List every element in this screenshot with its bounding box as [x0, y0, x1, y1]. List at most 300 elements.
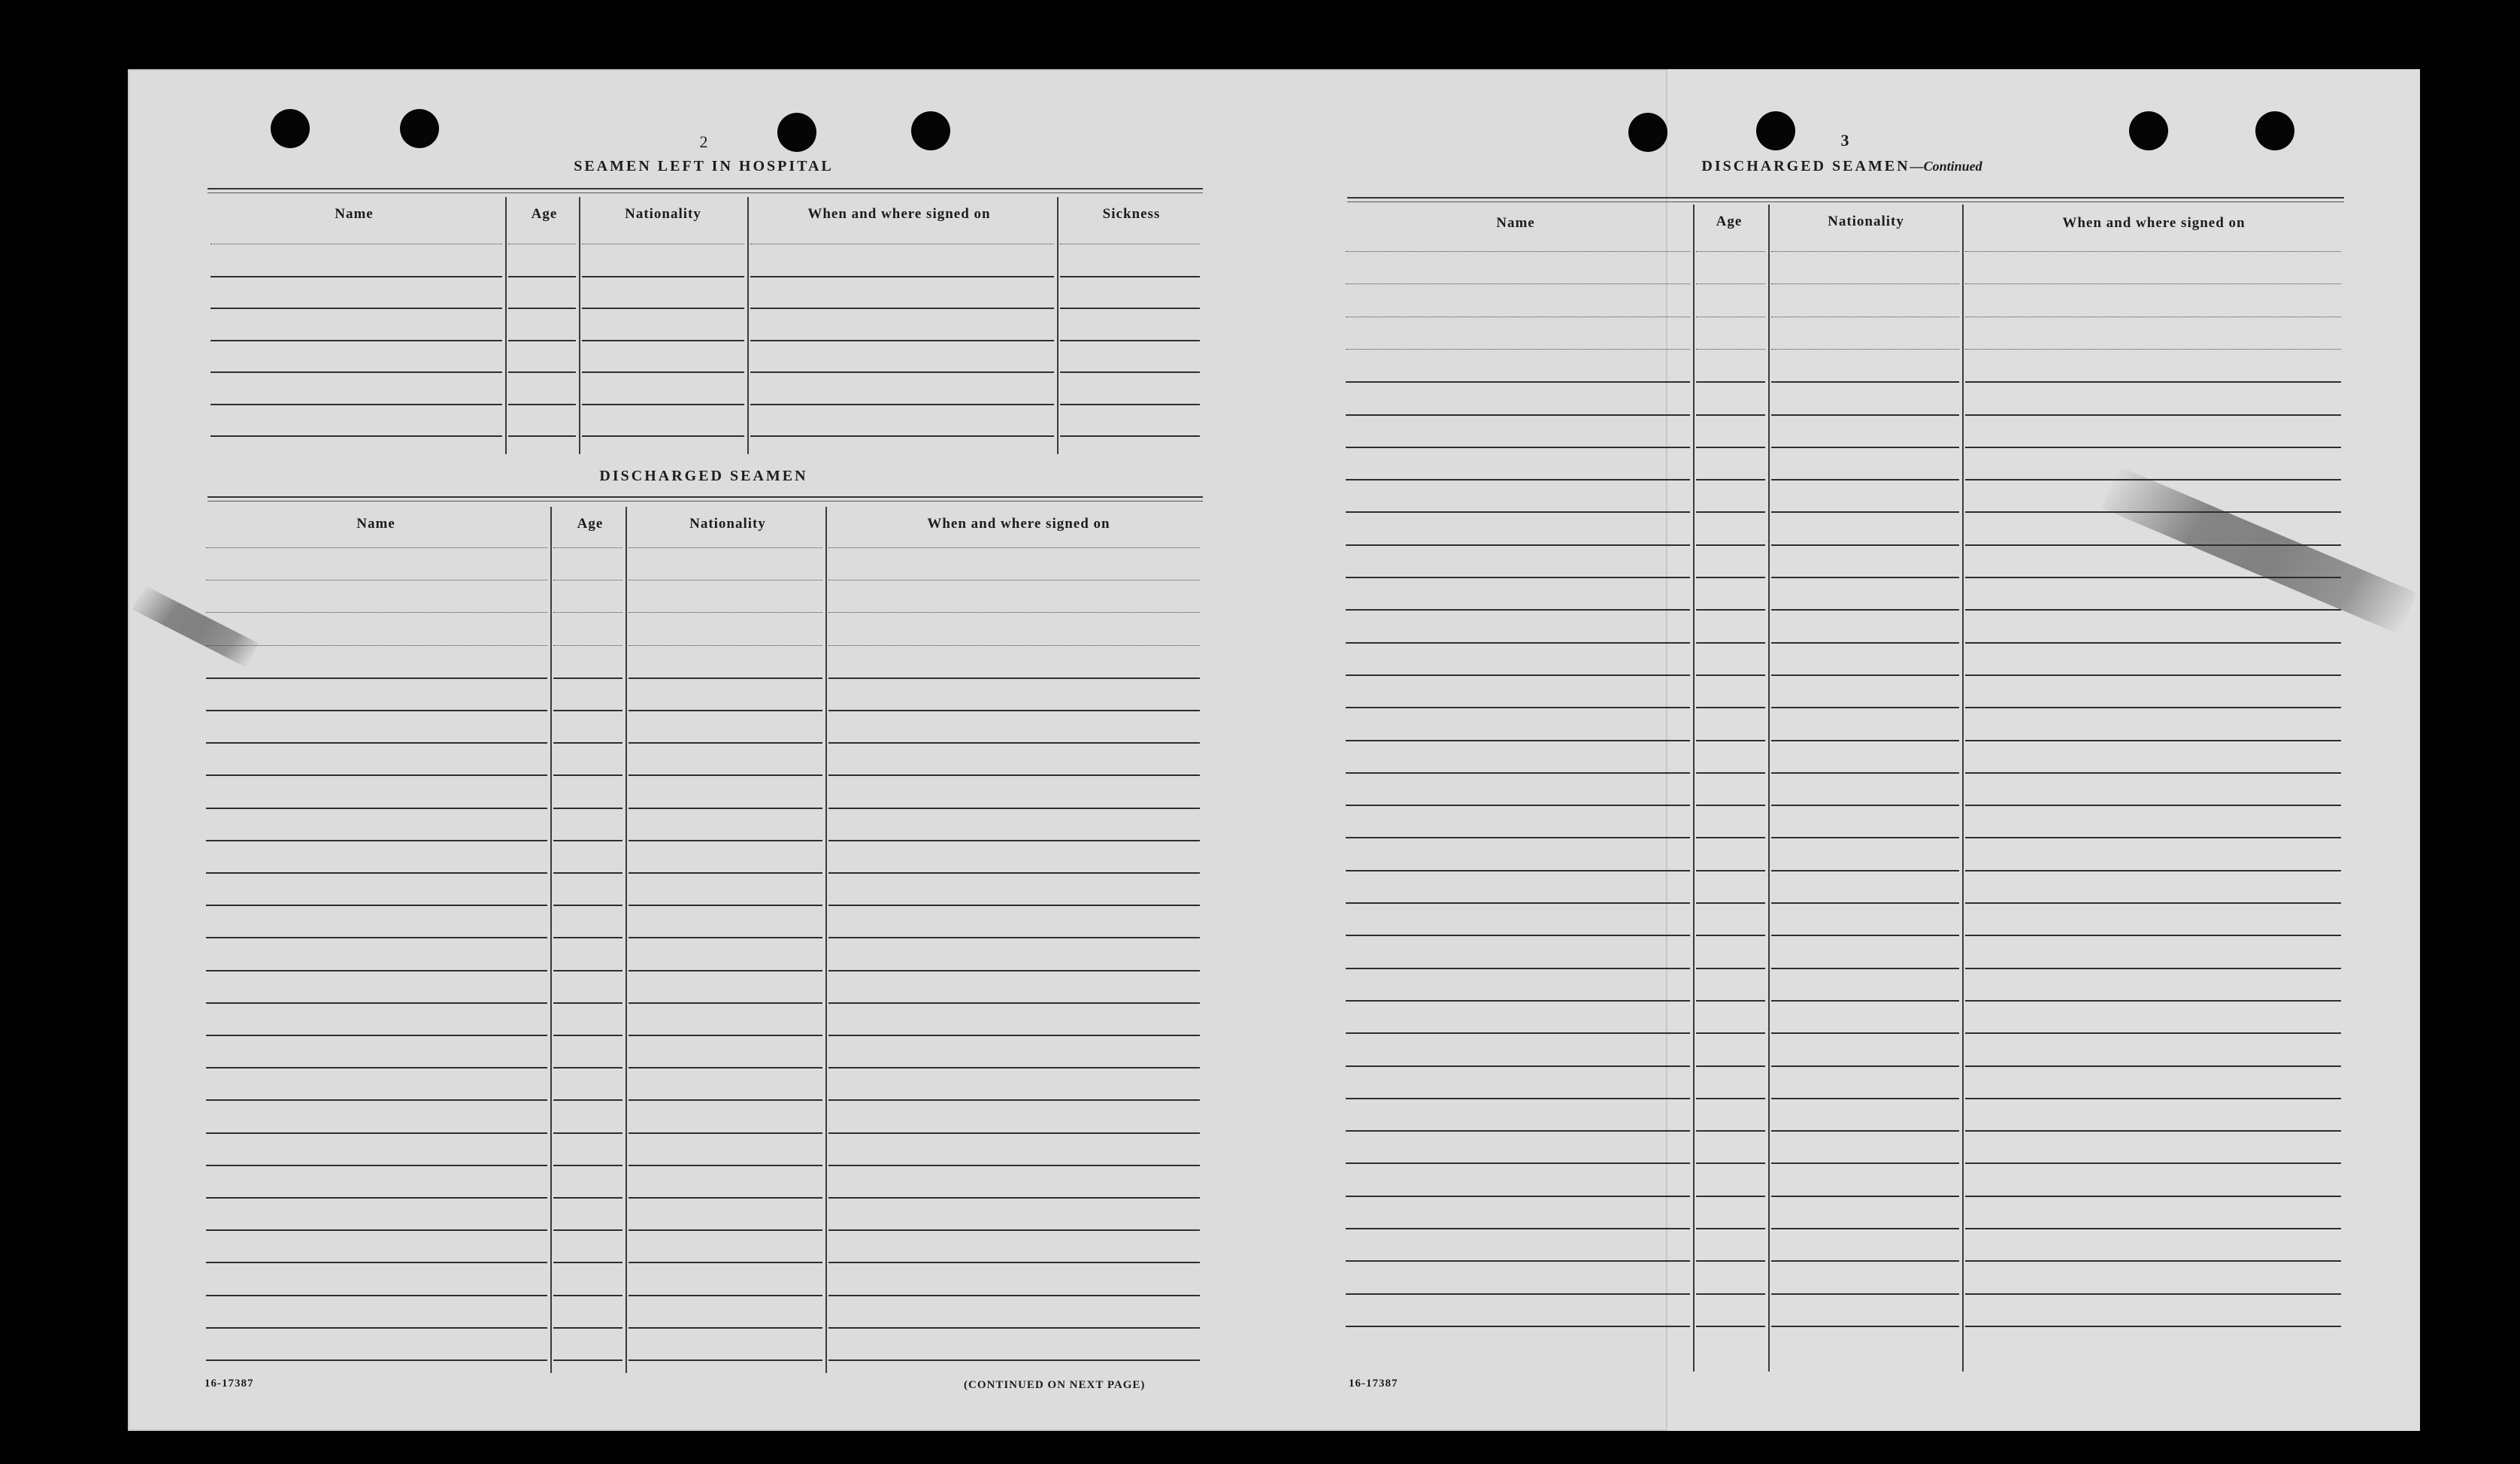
row-rule: [1771, 707, 1959, 708]
row-rule: [1346, 707, 1690, 708]
row-rule: [508, 435, 576, 437]
row-rule: [1696, 1065, 1765, 1067]
row-rule: [1965, 1065, 2341, 1067]
row-rule: [1346, 544, 1690, 546]
row-rule: [1696, 1293, 1765, 1295]
row-rule: [1346, 447, 1690, 448]
binder-hole: [1628, 113, 1667, 152]
row-rule: [206, 1229, 547, 1231]
row-rule: [828, 1229, 1200, 1231]
row-rule: [206, 742, 547, 744]
row-rule: [1696, 740, 1765, 741]
row-rule: [828, 872, 1200, 874]
row-rule: [628, 1359, 822, 1361]
column-header-when-where: When and where signed on: [927, 516, 1110, 532]
row-rule: [1965, 544, 2341, 546]
row-rule: [828, 1262, 1200, 1263]
row-rule: [553, 547, 622, 548]
row-rule: [1346, 935, 1690, 936]
row-rule: [628, 808, 822, 809]
form-number: 16-17387: [204, 1378, 254, 1390]
row-rule: [1965, 479, 2341, 480]
row-rule: [1346, 642, 1690, 644]
row-rule: [1346, 1228, 1690, 1229]
row-rule: [1696, 968, 1765, 969]
row-rule: [1696, 1162, 1765, 1164]
row-rule: [1771, 414, 1959, 416]
row-rule: [1771, 1260, 1959, 1262]
row-rule: [1346, 870, 1690, 871]
row-rule: [553, 1099, 622, 1101]
column-header-nationality: Nationality: [689, 516, 766, 532]
row-rule: [1965, 609, 2341, 611]
row-rule: [1965, 1260, 2341, 1262]
row-rule: [1060, 308, 1200, 309]
column-header-age: Age: [531, 206, 558, 222]
row-rule: [1965, 1032, 2341, 1034]
row-rule: [1965, 349, 2341, 350]
row-rule: [1346, 349, 1690, 350]
row-rule: [206, 1165, 547, 1166]
row-rule: [1771, 1293, 1959, 1295]
row-rule: [828, 1132, 1200, 1134]
row-rule: [1346, 414, 1690, 416]
row-rule: [582, 308, 744, 309]
row-rule: [1771, 381, 1959, 383]
row-rule: [628, 1067, 822, 1068]
row-rule: [1346, 1000, 1690, 1002]
column-divider: [825, 507, 827, 1373]
row-rule: [206, 1359, 547, 1361]
row-rule: [828, 1359, 1200, 1361]
row-rule: [1771, 968, 1959, 969]
row-rule: [206, 1197, 547, 1199]
row-rule: [1771, 902, 1959, 904]
row-rule: [1965, 902, 2341, 904]
row-rule: [1696, 1228, 1765, 1229]
row-rule: [1696, 1032, 1765, 1034]
section-title-text: DISCHARGED SEAMEN: [1701, 158, 1910, 174]
row-rule: [1965, 577, 2341, 578]
row-rule: [508, 371, 576, 373]
row-rule: [628, 742, 822, 744]
row-rule: [628, 1002, 822, 1004]
row-rule: [1771, 1098, 1959, 1099]
row-rule: [1965, 870, 2341, 871]
row-rule: [1696, 544, 1765, 546]
row-rule: [206, 840, 547, 841]
row-rule: [1696, 837, 1765, 838]
row-rule: [1771, 1326, 1959, 1327]
row-rule: [1346, 577, 1690, 578]
row-rule: [1965, 1293, 2341, 1295]
row-rule: [628, 710, 822, 711]
row-rule: [1771, 577, 1959, 578]
row-rule: [1696, 283, 1765, 284]
row-rule: [553, 1067, 622, 1068]
row-rule: [1696, 642, 1765, 644]
row-rule: [1346, 511, 1690, 513]
column-divider: [550, 507, 552, 1373]
row-rule: [553, 1327, 622, 1329]
column-header-nationality: Nationality: [625, 206, 701, 222]
section-title-suffix: —Continued: [1910, 159, 1982, 174]
row-rule: [553, 1035, 622, 1036]
row-rule: [1346, 1196, 1690, 1197]
row-rule: [206, 1132, 547, 1134]
row-rule: [1965, 381, 2341, 383]
row-rule: [553, 808, 622, 809]
row-rule: [1696, 1260, 1765, 1262]
row-rule: [553, 1002, 622, 1004]
row-rule: [206, 1099, 547, 1101]
row-rule: [1346, 1065, 1690, 1067]
row-rule: [1771, 935, 1959, 936]
row-rule: [553, 612, 622, 613]
row-rule: [828, 905, 1200, 906]
row-rule: [628, 612, 822, 613]
row-rule: [206, 612, 547, 613]
row-rule: [1965, 837, 2341, 838]
row-rule: [628, 1229, 822, 1231]
row-rule: [1965, 935, 2341, 936]
row-rule: [1346, 674, 1690, 676]
row-rule: [628, 1132, 822, 1134]
row-rule: [206, 1067, 547, 1068]
row-rule: [1771, 544, 1959, 546]
row-rule: [211, 276, 502, 277]
hospital-table: [207, 197, 1203, 454]
row-rule: [508, 308, 576, 309]
discharged-continued-table: [1343, 205, 2344, 1372]
row-rule: [828, 742, 1200, 744]
row-rule: [828, 710, 1200, 711]
row-rule: [1696, 805, 1765, 806]
row-rule: [1696, 674, 1765, 676]
row-rule: [1965, 968, 2341, 969]
row-rule: [1771, 870, 1959, 871]
row-rule: [1771, 740, 1959, 741]
continued-note: (CONTINUED ON NEXT PAGE): [964, 1379, 1146, 1391]
column-divider: [579, 197, 580, 454]
row-rule: [206, 1327, 547, 1329]
row-rule: [1346, 381, 1690, 383]
table-top-rule: [1347, 197, 2344, 202]
row-rule: [828, 1295, 1200, 1296]
row-rule: [1771, 1000, 1959, 1002]
row-rule: [1965, 740, 2341, 741]
row-rule: [1771, 283, 1959, 284]
row-rule: [1965, 1228, 2341, 1229]
binder-hole: [271, 109, 310, 148]
row-rule: [828, 1327, 1200, 1329]
row-rule: [1965, 1162, 2341, 1164]
row-rule: [1346, 902, 1690, 904]
column-header-nationality: Nationality: [1828, 214, 1904, 229]
row-rule: [1346, 805, 1690, 806]
row-rule: [828, 1035, 1200, 1036]
row-rule: [1060, 340, 1200, 341]
row-rule: [211, 340, 502, 341]
row-rule: [628, 905, 822, 906]
table-top-rule: [207, 188, 1203, 193]
row-rule: [828, 547, 1200, 548]
row-rule: [553, 1165, 622, 1166]
row-rule: [1771, 805, 1959, 806]
row-rule: [206, 1295, 547, 1296]
column-divider: [747, 197, 749, 454]
row-rule: [1346, 1293, 1690, 1295]
row-rule: [1060, 435, 1200, 437]
row-rule: [206, 905, 547, 906]
row-rule: [1771, 1162, 1959, 1164]
row-rule: [828, 1067, 1200, 1068]
row-rule: [1965, 707, 2341, 708]
row-rule: [553, 905, 622, 906]
section-title-hospital: SEAMEN LEFT IN HOSPITAL: [574, 158, 834, 174]
binder-hole: [1756, 111, 1795, 150]
row-rule: [1696, 251, 1765, 252]
row-rule: [750, 404, 1054, 405]
discharged-table: [203, 507, 1203, 1373]
row-rule: [1771, 447, 1959, 448]
row-rule: [206, 808, 547, 809]
row-rule: [1771, 1228, 1959, 1229]
row-rule: [206, 677, 547, 679]
row-rule: [206, 1035, 547, 1036]
row-rule: [1346, 1162, 1690, 1164]
row-rule: [1696, 511, 1765, 513]
column-divider: [1057, 197, 1059, 454]
row-rule: [206, 937, 547, 938]
row-rule: [1696, 935, 1765, 936]
row-rule: [1696, 609, 1765, 611]
column-divider: [1768, 205, 1770, 1372]
row-rule: [1346, 837, 1690, 838]
row-rule: [628, 774, 822, 776]
section-title-discharged: DISCHARGED SEAMEN: [599, 468, 808, 484]
row-rule: [553, 1197, 622, 1199]
row-rule: [1696, 902, 1765, 904]
row-rule: [1696, 577, 1765, 578]
row-rule: [1771, 674, 1959, 676]
row-rule: [828, 1197, 1200, 1199]
row-rule: [508, 404, 576, 405]
row-rule: [1696, 1000, 1765, 1002]
row-rule: [750, 435, 1054, 437]
row-rule: [1771, 479, 1959, 480]
row-rule: [1060, 404, 1200, 405]
row-rule: [1965, 674, 2341, 676]
page-number: 2: [699, 132, 708, 151]
row-rule: [553, 1132, 622, 1134]
row-rule: [750, 371, 1054, 373]
row-rule: [1346, 283, 1690, 284]
row-rule: [1965, 283, 2341, 284]
column-header-when-where: When and where signed on: [807, 206, 991, 222]
row-rule: [582, 404, 744, 405]
row-rule: [553, 1262, 622, 1263]
row-rule: [1346, 1326, 1690, 1327]
row-rule: [628, 677, 822, 679]
row-rule: [1696, 447, 1765, 448]
row-rule: [1346, 1260, 1690, 1262]
row-rule: [1771, 1196, 1959, 1197]
row-rule: [1696, 381, 1765, 383]
row-rule: [1696, 349, 1765, 350]
row-rule: [1696, 1098, 1765, 1099]
row-rule: [1771, 511, 1959, 513]
row-rule: [628, 872, 822, 874]
row-rule: [828, 970, 1200, 971]
row-rule: [1965, 251, 2341, 252]
row-rule: [206, 970, 547, 971]
row-rule: [1696, 1130, 1765, 1132]
row-rule: [1346, 1098, 1690, 1099]
row-rule: [828, 612, 1200, 613]
row-rule: [1346, 740, 1690, 741]
row-rule: [628, 1327, 822, 1329]
row-rule: [206, 774, 547, 776]
row-rule: [582, 276, 744, 277]
row-rule: [1696, 772, 1765, 774]
row-rule: [211, 404, 502, 405]
row-rule: [828, 645, 1200, 646]
row-rule: [1771, 1130, 1959, 1132]
row-rule: [1965, 772, 2341, 774]
row-rule: [582, 340, 744, 341]
row-rule: [1965, 414, 2341, 416]
row-rule: [1965, 805, 2341, 806]
row-rule: [628, 645, 822, 646]
row-rule: [1346, 772, 1690, 774]
row-rule: [206, 872, 547, 874]
row-rule: [828, 1099, 1200, 1101]
row-rule: [1965, 1326, 2341, 1327]
row-rule: [553, 840, 622, 841]
row-rule: [628, 1295, 822, 1296]
row-rule: [553, 937, 622, 938]
row-rule: [553, 677, 622, 679]
row-rule: [1696, 1196, 1765, 1197]
row-rule: [1965, 447, 2341, 448]
binder-hole: [777, 113, 816, 152]
row-rule: [1771, 1032, 1959, 1034]
row-rule: [1060, 371, 1200, 373]
row-rule: [553, 1229, 622, 1231]
row-rule: [1696, 1326, 1765, 1327]
column-divider: [505, 197, 507, 454]
row-rule: [508, 276, 576, 277]
row-rule: [211, 308, 502, 309]
row-rule: [750, 276, 1054, 277]
column-divider: [1693, 205, 1695, 1372]
row-rule: [1696, 479, 1765, 480]
column-header-age: Age: [1716, 214, 1743, 229]
row-rule: [828, 1165, 1200, 1166]
row-rule: [1346, 1130, 1690, 1132]
column-divider: [1962, 205, 1964, 1372]
row-rule: [1965, 511, 2341, 513]
row-rule: [1965, 1098, 2341, 1099]
column-header-when-where: When and where signed on: [2062, 215, 2246, 231]
row-rule: [1696, 870, 1765, 871]
row-rule: [1965, 1000, 2341, 1002]
row-rule: [828, 840, 1200, 841]
row-rule: [1771, 772, 1959, 774]
row-rule: [553, 970, 622, 971]
row-rule: [1965, 1196, 2341, 1197]
row-rule: [628, 1099, 822, 1101]
row-rule: [828, 808, 1200, 809]
row-rule: [211, 435, 502, 437]
row-rule: [553, 645, 622, 646]
row-rule: [1771, 642, 1959, 644]
row-rule: [1346, 479, 1690, 480]
row-rule: [828, 677, 1200, 679]
row-rule: [206, 1262, 547, 1263]
row-rule: [508, 340, 576, 341]
column-header-name: Name: [356, 516, 395, 532]
row-rule: [1965, 1130, 2341, 1132]
row-rule: [1346, 609, 1690, 611]
page-number: 3: [1840, 131, 1849, 150]
row-rule: [206, 710, 547, 711]
row-rule: [1346, 968, 1690, 969]
row-rule: [1696, 707, 1765, 708]
row-rule: [750, 340, 1054, 341]
row-rule: [1346, 251, 1690, 252]
row-rule: [1771, 251, 1959, 252]
row-rule: [211, 371, 502, 373]
row-rule: [1771, 1065, 1959, 1067]
row-rule: [1965, 642, 2341, 644]
row-rule: [828, 774, 1200, 776]
row-rule: [628, 547, 822, 548]
binder-hole: [911, 111, 950, 150]
column-header-name: Name: [335, 206, 374, 222]
row-rule: [750, 308, 1054, 309]
row-rule: [628, 840, 822, 841]
row-rule: [1771, 837, 1959, 838]
row-rule: [206, 1002, 547, 1004]
row-rule: [628, 1165, 822, 1166]
column-divider: [625, 507, 627, 1373]
form-number: 16-17387: [1349, 1378, 1398, 1390]
row-rule: [206, 547, 547, 548]
table-top-rule: [207, 496, 1203, 502]
row-rule: [553, 1359, 622, 1361]
binder-hole: [400, 109, 439, 148]
row-rule: [628, 1197, 822, 1199]
row-rule: [582, 371, 744, 373]
row-rule: [628, 1035, 822, 1036]
column-header-name: Name: [1496, 215, 1535, 231]
row-rule: [553, 774, 622, 776]
row-rule: [582, 435, 744, 437]
row-rule: [1771, 349, 1959, 350]
row-rule: [1771, 609, 1959, 611]
row-rule: [553, 710, 622, 711]
row-rule: [828, 1002, 1200, 1004]
row-rule: [1060, 276, 1200, 277]
row-rule: [553, 1295, 622, 1296]
row-rule: [828, 937, 1200, 938]
binder-hole: [2255, 111, 2294, 150]
row-rule: [553, 742, 622, 744]
row-rule: [553, 872, 622, 874]
row-rule: [628, 937, 822, 938]
